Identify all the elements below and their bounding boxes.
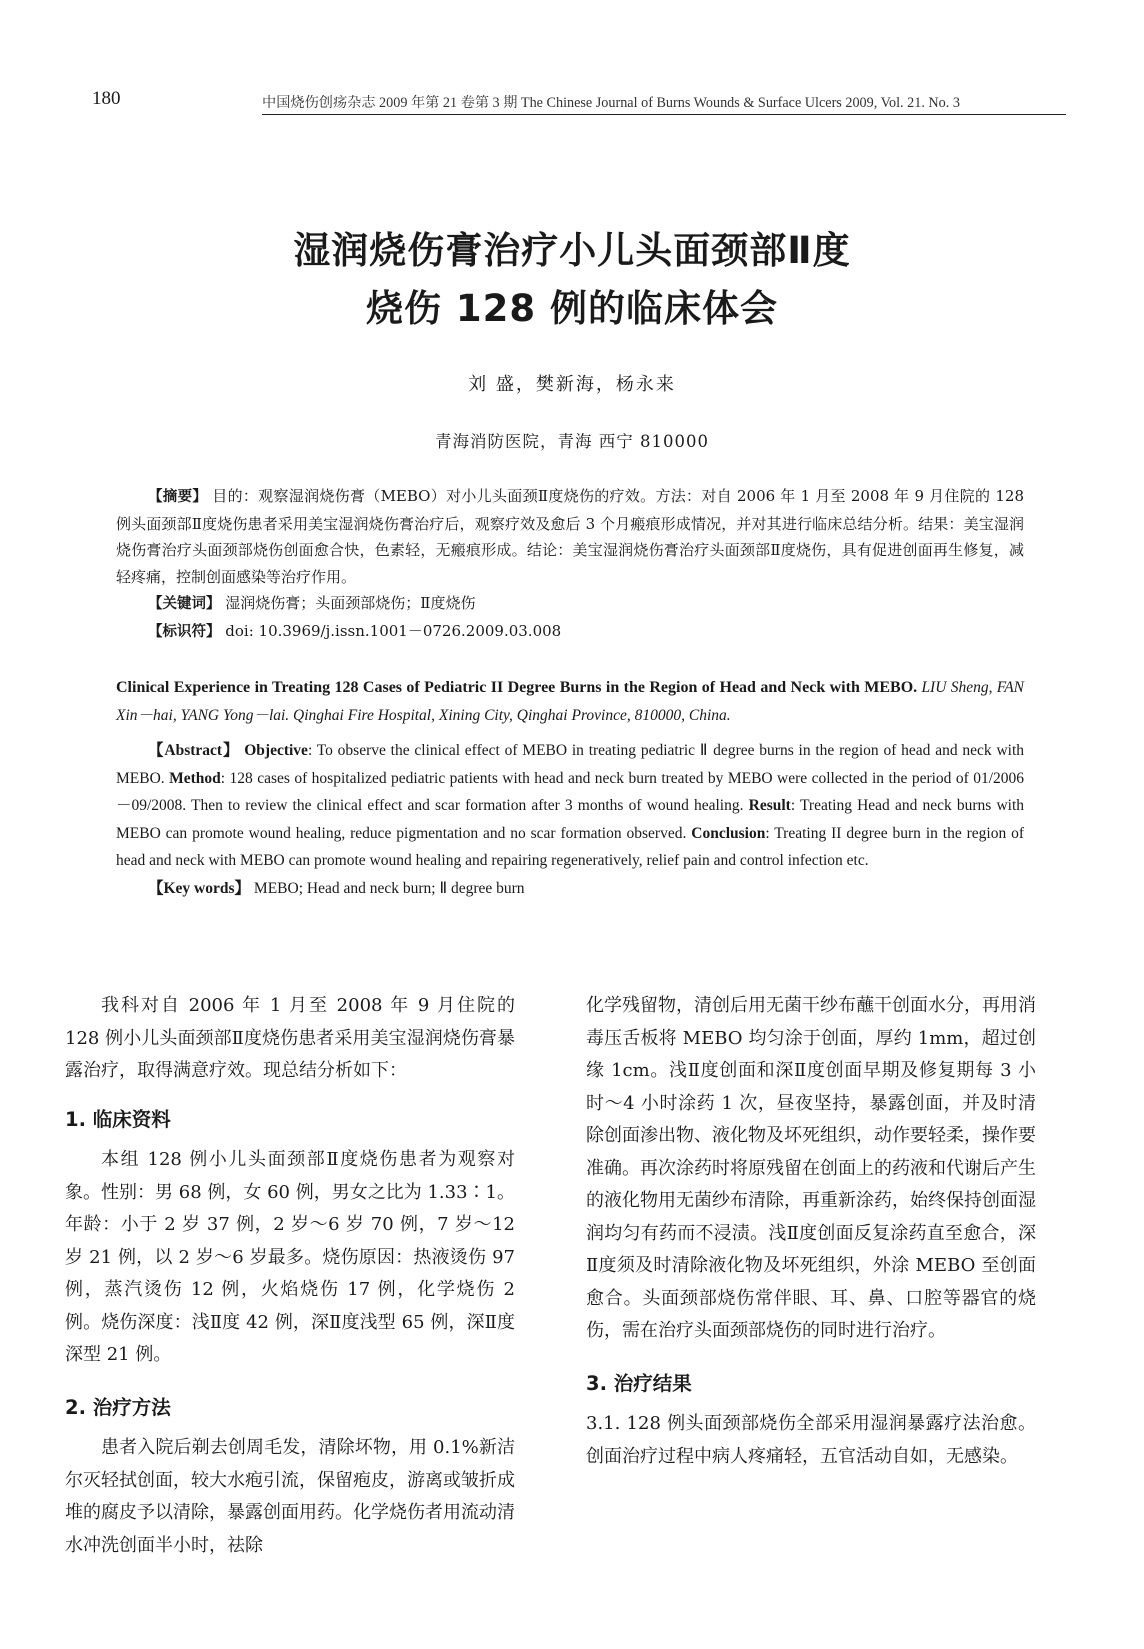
article-title (100, 222, 1044, 338)
body-right-column (586, 990, 1036, 1473)
result-label: Result (748, 797, 791, 814)
section-2-heading: 2. 治疗方法 (65, 1395, 171, 1419)
en-authors-affiliation: LIU Sheng, FAN Xin－hai, YANG Yong－lai. Qinghai Fire Hospital, Xining City, Qinghai Province, 810000, China. (116, 679, 1025, 724)
conclusion-label: Conclusion (691, 824, 766, 842)
cn-identifier-label: 【标识符】 (148, 623, 221, 640)
title-line-1: 湿润烧伤膏治疗小儿头面颈部Ⅱ度 (293, 229, 851, 272)
chinese-abstract (116, 483, 1024, 645)
title-line-2: 烧伤 128 例的临床体会 (366, 287, 778, 330)
section-3-heading: 3. 治疗结果 (586, 1371, 692, 1395)
en-title-authors (116, 674, 1024, 729)
section-1-paragraph: 本组 128 例小儿头面颈部Ⅱ度烧伤患者为观察对象。性别：男 68 例，女 60 例，男女之比为 1.33∶1。年龄：小于 2 岁 37 例，2 岁～6 岁 70 例，7 岁～12 岁 21 例，以 2 岁～6 岁最多。烧伤原因：热液烫伤 97 例，蒸汽烫伤 12 例，火焰烧伤 17 例，化学烧伤 2 例。烧伤深度：浅Ⅱ度 42 例，深Ⅱ度浅型 65 例，深Ⅱ度深型 21 例。 (65, 1149, 515, 1365)
cn-abstract-label: 【摘要】 (148, 489, 208, 505)
section-1-heading: 1. 临床资料 (65, 1107, 171, 1131)
cn-keywords-text: 湿润烧伤膏；头面颈部烧伤；Ⅱ度烧伤 (225, 594, 476, 612)
journal-running-head: 中国烧伤创疡杂志 2009 年第 21 卷第 3 期 The Chinese Journal of Burns Wounds & Surface Ulcers 2009, Vol. 21. No. 3 (262, 92, 1066, 115)
en-abstract-paragraph (116, 737, 1024, 875)
method-label: Method (169, 769, 221, 787)
cn-abstract-paragraph (116, 483, 1024, 590)
cn-identifier-line (116, 618, 1024, 646)
page-number: 180 (92, 88, 121, 109)
objective-text: : To observe the clinical effect of MEBO in treating pediatric Ⅱ degree burns in the region of head and neck with MEBO. (116, 742, 1025, 787)
intro-paragraph: 我科对自 2006 年 1 月至 2008 年 9 月住院的 128 例小儿头面颈部Ⅱ度烧伤患者采用美宝湿润烧伤膏暴露治疗，取得满意疗效。现总结分析如下： (65, 995, 515, 1081)
en-title: Clinical Experience in Treating 128 Cases of Pediatric II Degree Burns in the Region of Head and Neck with MEBO. (116, 679, 918, 696)
en-keywords-label: 【Key words】 (148, 879, 251, 897)
method-text: : 128 cases of hospitalized pediatric patients with head and neck burn treated by MEBO were collected in the period of 01/2006－09/2008. Then to review the clinical effect and scar formation after 3 months of wound healing. (116, 769, 1025, 814)
english-abstract (116, 674, 1024, 902)
affiliation: 青海消防医院，青海 西宁 810000 (435, 432, 709, 451)
conclusion-text: : Treating II degree burn in the region of head and neck with MEBO can promote wound healing and repairing regeneratively, relief pain and control infection etc. (116, 824, 1025, 869)
section-2-paragraph-continued: 化学残留物，清创后用无菌干纱布蘸干创面水分，再用消毒压舌板将 MEBO 均匀涂于创面，厚约 1mm，超过创缘 1cm。浅Ⅱ度创面和深Ⅱ度创面早期及修复期每 3 小时～4 小时涂药 1 次，昼夜坚持，暴露创面，并及时清除创面渗出物、液化物及坏死组织，动作要轻柔，操作要准确。再次涂药时将原残留在创面上的药液和代谢后产生的液化物用无菌纱布清除，再重新涂药，始终保持创面湿润均匀有药而不浸渍。浅Ⅱ度创面反复涂药直至愈合，深Ⅱ度须及时清除液化物及坏死组织，外涂 MEBO 至创面愈合。头面颈部烧伤常伴眼、耳、鼻、口腔等器官的烧伤，需在治疗头面颈部烧伤的同时进行治疗。 (586, 995, 1036, 1341)
doi-text: doi: 10.3969/j.issn.1001－0726.2009.03.008 (225, 621, 562, 640)
section-3-paragraph: 3.1. 128 例头面颈部烧伤全部采用湿润暴露疗法治愈。创面治疗过程中病人疼痛轻，五官活动自如，无感染。 (586, 1413, 1036, 1467)
cn-keywords-line (116, 590, 1024, 618)
body-left-column (65, 990, 515, 1562)
en-abstract-label: 【Abstract】 (148, 742, 240, 759)
result-text: : Treating Head and neck burns with MEBO can promote wound healing, reduce pigmentation and no scar formation observed. (116, 797, 1025, 842)
authors: 刘 盛，樊新海，杨永来 (468, 374, 676, 395)
cn-keywords-label: 【关键词】 (148, 596, 221, 612)
section-2-paragraph-start: 患者入院后剃去创周毛发，清除坏物，用 0.1%新洁尔灭轻拭创面，较大水疱引流，保留疱皮，游离或皱折成堆的腐皮予以清除，暴露创面用药。化学烧伤者用流动清水冲洗创面半小时，祛除 (65, 1437, 515, 1556)
en-keywords-text: MEBO; Head and neck burn; Ⅱ degree burn (253, 879, 525, 897)
cn-abstract-text: 目的：观察湿润烧伤膏（MEBO）对小儿头面颈Ⅱ度烧伤的疗效。方法：对自 2006 年 1 月至 2008 年 9 月住院的 128 例头面颈部Ⅱ度烧伤患者采用美宝湿润烧伤膏治疗后，观察疗效及愈后 3 个月瘢痕形成情况，并对其进行临床总结分析。结果：美宝湿润烧伤膏治疗头面颈部烧伤创面愈合快，色素轻，无瘢痕形成。结论：美宝湿润烧伤膏治疗头面颈部Ⅱ度烧伤，具有促进创面再生修复，减轻疼痛，控制创面感染等治疗作用。 (116, 487, 1024, 586)
objective-label: Objective (244, 742, 308, 759)
en-keywords-line (116, 875, 1024, 903)
